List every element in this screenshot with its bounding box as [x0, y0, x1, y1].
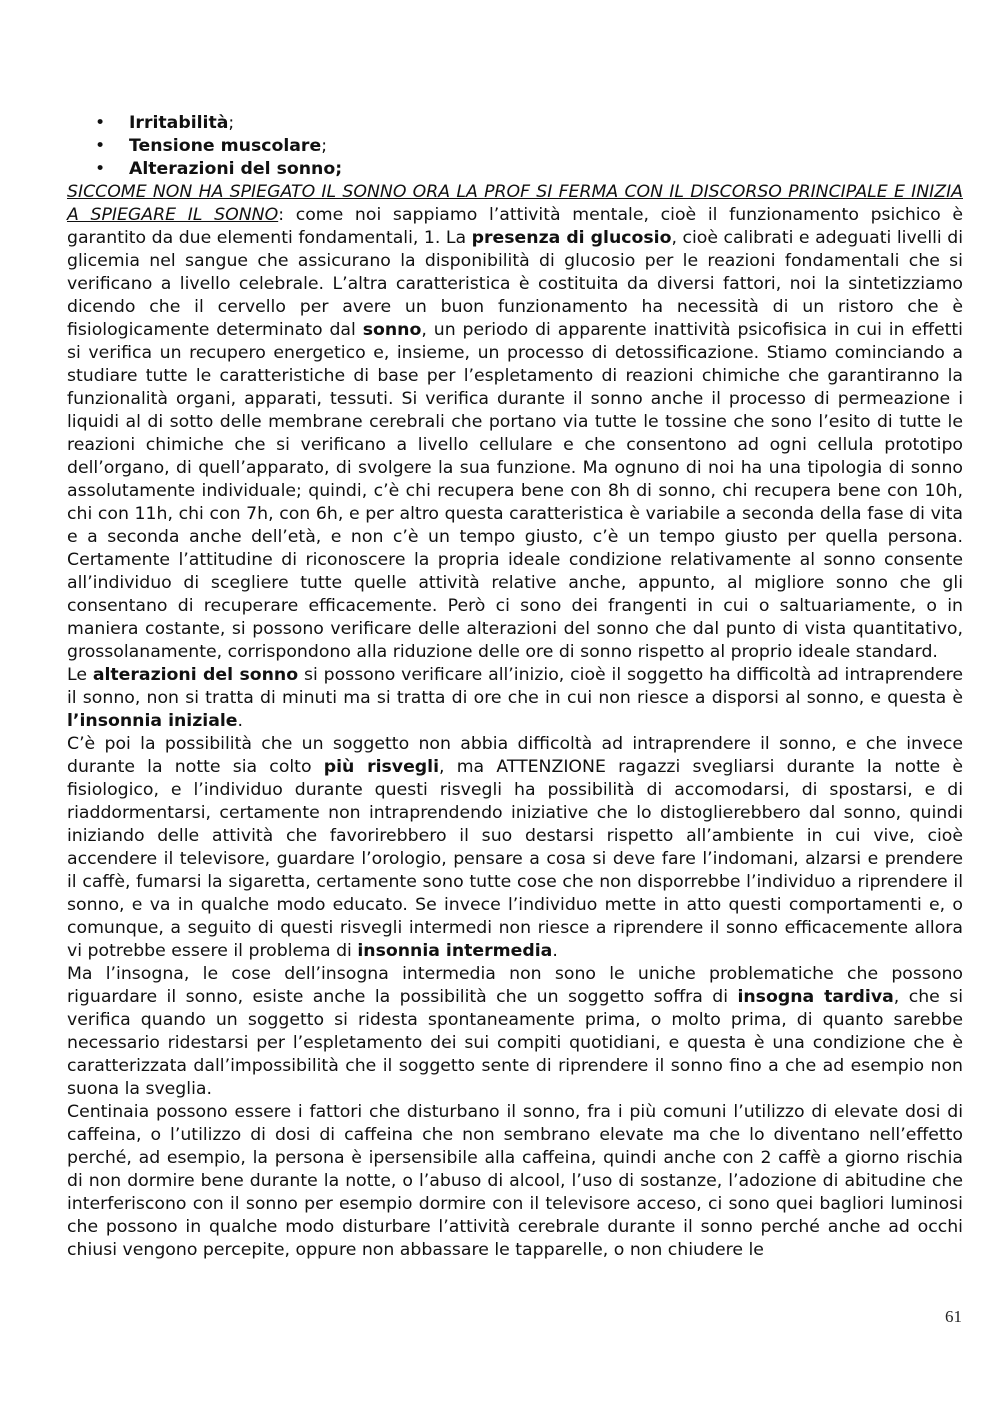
page-number: 61 — [945, 1307, 962, 1326]
list-item: • Irritabilità; — [67, 112, 963, 135]
document-page — [67, 112, 963, 1262]
symptom-list — [67, 112, 963, 181]
paragraph-sleep-intro: SICCOME NON HA SPIEGATO IL SONNO ORA LA PROF SI FERMA CON IL DISCORSO PRINCIPALE E INIZIA A SPIEGARE IL SONNO: come noi sappiamo l’attività mentale, cioè il funzionamento psichico è garantito da due elementi fondamentali, 1. La presenza di glucosio, cioè calibrati e adeguati livelli di glicemia nel sangue che assicurano la disponibilità di glucosio per le reazioni fondamentali che si verificano a livello celebrale. L’altra caratteristica è costituita da diversi fattori, noi la sintetizziamo dicendo che il cervello per avere un buon funzionamento ha necessità di un ristoro che è fisiologicamente determinato dal sonno, un periodo di apparente inattività psicofisica in cui in effetti si verifica un recupero energetico e, insieme, un processo di detossificazione. Stiamo cominciando a studiare tutte le caratteristiche di base per l’espletamento di reazioni chimiche che garantiranno la funzionalità organi, apparati, tessuti. Si verifica durante il sonno anche il processo di permeazione i liquidi al di sotto delle membrane cerebrali che portano via tutte le tossine che sono l’esito di tutte le reazioni chimiche che si verificano a livello cellulare e che consentono ad ogni cellula prototipo dell’organo, di quell’apparato, di svolgere la sua funzione. Ma ognuno di noi ha una tipologia di sonno assolutamente individuale; quindi, c’è chi recupera bene con 8h di sonno, chi recupera bene con 10h, chi con 11h, chi con 7h, con 6h, e per altro questa caratteristica è variabile a seconda della fase di vita e a seconda anche dell’età, e non c’è un tempo giusto, c’è un tempo giusto per quella persona. Certamente l’attitudine di riconoscere la propria ideale condizione relativamente al sonno consente all’individuo di scegliere tutte quelle attività relative anche, appunto, al migliore sonno che gli consentano di recuperare efficacemente. Però ci sono dei frangenti in cui o saltuariamente, o in maniera costante, si possono verificare delle alterazioni del sonno che dal punto di vista quantitativo, grossolanamente, corrispondono alla riduzione delle ore di sonno rispetto al proprio ideale standard. — [67, 182, 964, 662]
paragraph-late-insomnia: Ma l’insogna, le cose dell’insogna intermedia non sono le uniche problematiche che possono riguardare il sonno, esiste anche la possibilità che un soggetto soffra di insogna tardiva, che si verifica quando un soggetto si ridesta spontaneamente prima, o molto prima, di quanto sarebbe necessario ridestarsi per l’espletamento dei sui compiti quotidiani, e questa è una condizione che è caratterizzata dall’impossibilità che il soggetto sente di riprendere il sonno fino a che ad esempio non suona la sveglia. — [67, 964, 963, 1099]
paragraph-sleep-disruptors: Centinaia possono essere i fattori che disturbano il sonno, fra i più comuni l’utilizzo di elevate dosi di caffeina, o l’utilizzo di dosi di caffeina che non sembrano elevate ma che lo diventano nell’effetto perché, ad esempio, la persona è ipersensibile alla caffeina, quindi anche con 2 caffè a giorno rischia di non dormire bene durante la notte, o l’abuso di alcool, l’uso di sostanze, l’adozione di abitudine che interferiscono con il sonno per esempio dormire con il televisore acceso, ci sono quei bagliori luminosi che possono in qualche modo disturbare l’attività cerebrale durante il sonno perché anche ad occhi chiusi vengono percepite, oppure non abbassare le tapparelle, o non chiudere le — [67, 1102, 963, 1260]
list-item-label: Tensione muscolare — [129, 136, 322, 156]
list-item: • Tensione muscolare; — [67, 135, 963, 158]
paragraph-intermediate-insomnia: C’è poi la possibilità che un soggetto non abbia difficoltà ad intraprendere il sonno, e che invece durante la notte sia colto più risvegli, ma ATTENZIONE ragazzi svegliarsi durante la notte è fisiologico, e l’individuo durante questi risvegli ha possibilità di accomodarsi, di spostarsi, e di riaddormentarsi, certamente non intraprendendo iniziative che lo distoglierebbero dal sonno, quindi iniziando delle attività che favorirebbero il suo destarsi rispetto all’ambiente in cui vive, cioè accendere il televisore, guardare l’orologio, pensare a cosa si deve fare l’indomani, alzarsi e prendere il caffè, fumarsi la sigaretta, certamente sono tutte cose che non disporrebbe l’individuo a riprendere il sonno, e va in qualche modo educato. Se invece l’individuo mette in atto questi comportamenti e, o comunque, a seguito di questi risvegli intermedi non riesce a riprendere il sonno efficacemente allora vi potrebbe essere il problema di insonnia intermedia. — [67, 734, 963, 961]
list-item-label: Alterazioni del sonno; — [129, 159, 343, 179]
list-item — [67, 158, 963, 181]
paragraph-initial-insomnia: Le alterazioni del sonno si possono verificare all’inizio, cioè il soggetto ha difficoltà ad intraprendere il sonno, non si tratta di minuti ma si tratta di ore che in cui non riesce a disporsi al sonno, e questa è l’insonnia iniziale. — [67, 665, 964, 731]
list-item-label: Irritabilità — [129, 113, 229, 133]
teacher-note: SICCOME NON HA SPIEGATO IL SONNO ORA LA PROF SI FERMA CON IL DISCORSO PRINCIPALE E INIZIA A SPIEGARE IL SONNO — [67, 182, 963, 225]
